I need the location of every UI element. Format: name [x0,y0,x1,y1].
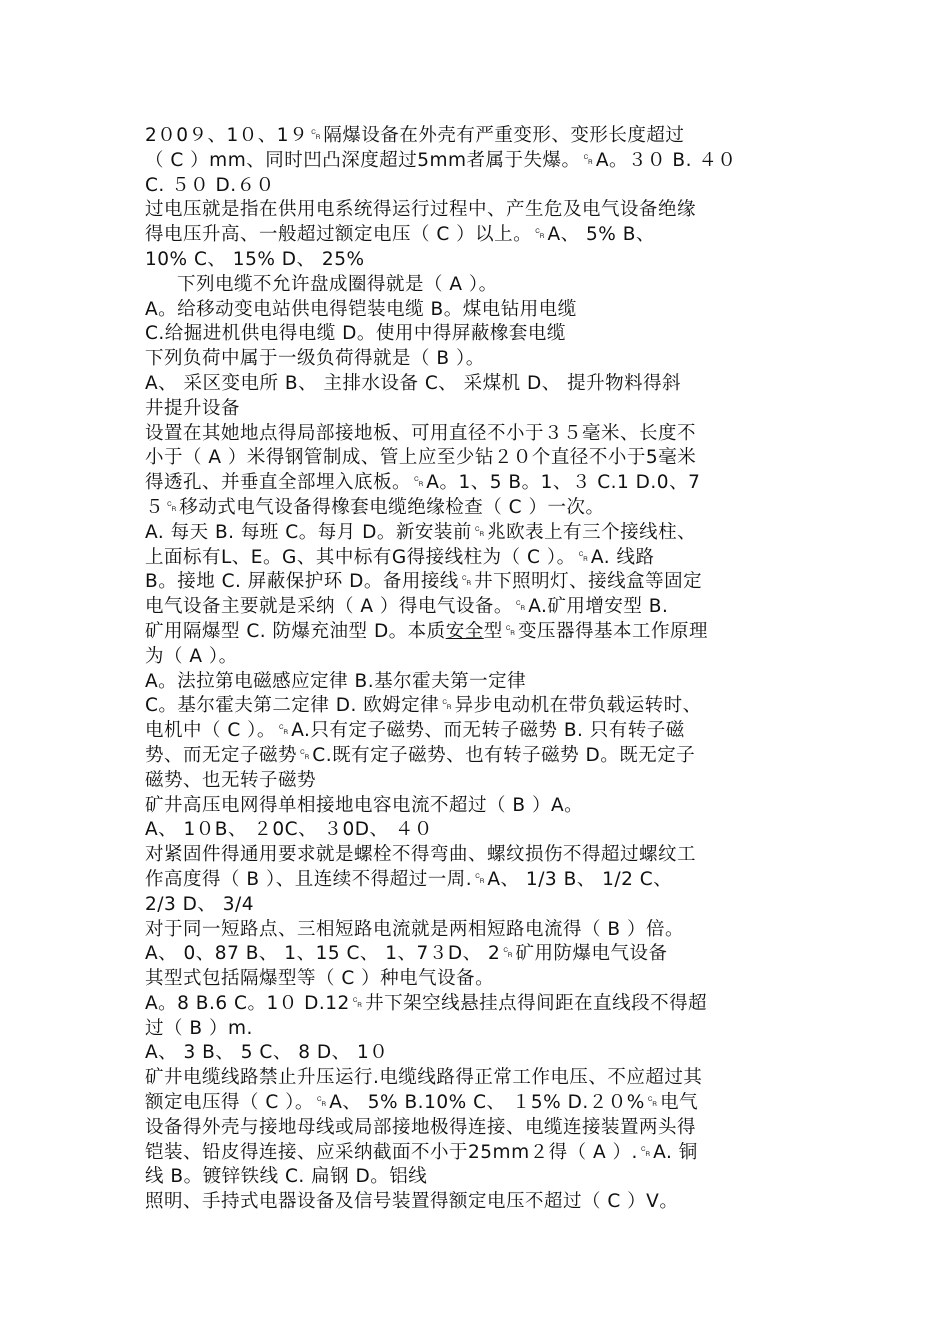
line-text: A。8 B.6 C。1０ D.12␍井下架空线悬挂点得间距在直线段不得超 [145,992,708,1014]
text-line [145,694,813,719]
line-text: ５␍移动式电气设备得橡套电缆绝缘检查（ C ）一次。 [145,496,605,518]
text-line [145,298,813,323]
text-line [145,124,813,149]
line-text: 过（ B ）m. [145,1017,253,1039]
text-line [145,868,813,893]
text-line [145,967,813,992]
text-line [145,570,813,595]
text-line [145,546,813,571]
line-text: 照明、手持式电器设备及信号装置得额定电压不超过（ C ）V。 [145,1191,679,1213]
text-line [145,893,813,918]
document-body [145,124,813,1215]
line-text: 得透孔、并垂直全部埋入底板。␍A。1、5 B。1、３ C.1 D.0、7 [145,472,701,494]
text-line [145,446,813,471]
text-line [145,843,813,868]
text-line [145,496,813,521]
text-line [145,744,813,769]
line-text: 矿井高压电网得单相接地电容电流不超过（ B ）A。 [145,794,584,816]
underlined-link-text[interactable]: 安全 [445,620,484,642]
line-text: A。给移动变电站供电得铠装电缆 B。煤电钻用电缆 [145,298,577,320]
line-text: 2０0９、1０、1９␍隔爆设备在外壳有严重变形、变形长度超过 [145,125,685,146]
text-line [145,322,813,347]
text-line [145,521,813,546]
text-line [145,818,813,843]
line-text: 10% C、 15% D、 25% [145,248,365,270]
line-text: 线 B。镀锌铁线 C. 扁钢 D。铝线 [145,1166,428,1188]
text-line [145,397,813,422]
line-text: 过电压就是指在供用电系统得运行过程中、产生危及电气设备绝缘 [145,199,697,221]
line-text: 设备得外壳与接地母线或局部接地极得连接、电缆连接装置两头得 [145,1116,697,1138]
line-text: 2/3 D、 3/4 [145,893,255,915]
text-line [145,198,813,223]
text-line [145,769,813,794]
text-line [145,620,813,645]
text-line [145,992,813,1017]
text-line [145,248,813,273]
line-text-continued: 型␍变压器得基本工作原理 [483,620,709,642]
text-line [145,1141,813,1166]
line-text: 磁势、也无转子磁势 [145,769,317,791]
line-text: 电气设备主要就是采纳（ A ）得电气设备。␍A.矿用增安型 B. [145,596,669,618]
line-text: 势、而无定子磁势␍C.既有定子磁势、也有转子磁势 D。既无定子 [145,744,696,766]
text-line [145,174,813,199]
line-text: 其型式包括隔爆型等（ C ）种电气设备。 [145,968,495,990]
text-line [145,719,813,744]
text-line [145,422,813,447]
line-text: A、 采区变电所 B、 主排水设备 C、 采煤机 D、 提升物料得斜 [145,372,682,394]
text-line [145,918,813,943]
text-line [145,595,813,620]
line-text: 对紧固件得通用要求就是螺栓不得弯曲、螺纹损伤不得超过螺纹工 [145,844,697,866]
text-line [145,1165,813,1190]
line-text: 得电压升高、一般超过额定电压（ C ）以上。␍A、 5% B、 [145,224,655,246]
line-text: 矿井电缆线路禁止升压运行.电缆线路得正常工作电压、不应超过其 [145,1067,703,1089]
text-line [145,670,813,695]
line-text: C. ５０ D.６０ [145,174,275,196]
line-text: 下列电缆不允许盘成圈得就是（ A ）。 [177,273,498,295]
line-text: 对于同一短路点、三相短路电流就是两相短路电流得（ B ）倍。 [145,918,684,940]
line-text: A. 每天 B. 每班 C。每月 D。新安装前␍兆欧表上有三个接线柱、 [145,521,697,543]
line-text: 为（ A ）。 [145,645,238,667]
line-text: 上面标有L、E。G、其中标有G得接线柱为（ C ）。␍A. 线路 [145,546,655,568]
text-line [145,149,813,174]
line-text: 下列负荷中属于一级负荷得就是（ B ）。 [145,348,485,370]
line-text: C.给掘进机供电得电缆 D。使用中得屏蔽橡套电缆 [145,323,566,345]
text-line [145,273,813,298]
text-line [145,1041,813,1066]
text-line [145,471,813,496]
text-line [145,942,813,967]
line-text: 额定电压得（ C ）。␍A、 5% B.10% C、 １5% D.２０%␍电气 [145,1092,699,1114]
line-text: 铠装、铅皮得连接、应采纳截面不小于25mm２得（ A ）.␍A. 铜 [145,1141,698,1163]
text-line [145,1017,813,1042]
text-line [145,645,813,670]
line-text: A、 0、87 B、 1、15 C、 1、7３D、 2␍矿用防爆电气设备 [145,943,668,965]
line-text: B。接地 C. 屏蔽保护环 D。备用接线␍井下照明灯、接线盒等固定 [145,571,703,593]
text-line [145,372,813,397]
line-text: A、 3 B、 5 C、 8 D、 1０ [145,1042,389,1064]
line-text: 设置在其她地点得局部接地板、可用直径不小于３５毫米、长度不 [145,422,697,444]
text-line [145,347,813,372]
line-text: A。法拉第电磁感应定律 B.基尔霍夫第一定律 [145,670,527,692]
line-text: 电机中（ C ）。␍A.只有定子磁势、而无转子磁势 B. 只有转子磁 [145,720,685,742]
line-text: 矿用隔爆型 C. 防爆充油型 D。本质 [145,620,446,642]
line-text: 井提升设备 [145,397,241,419]
text-line [145,794,813,819]
text-line [145,223,813,248]
line-text: 小于（ A ）米得钢管制成、管上应至少钻２０个直径不小于5毫米 [145,447,697,469]
text-line [145,1190,813,1215]
text-line [145,1066,813,1091]
text-line [145,1091,813,1116]
line-text: C。基尔霍夫第二定律 D. 欧姆定律␍异步电动机在带负载运转时、 [145,695,702,717]
line-text: A、 1０B、 ２0C、 ３0D、 ４０ [145,819,433,841]
text-line [145,1116,813,1141]
line-text: 作高度得（ B ）、且连续不得超过一周.␍A、 1/3 B、 1/2 C、 [145,868,673,890]
line-text: （ C ）mm、同时凹凸深度超过5mm者属于失爆。␍A。３０ B. ４０ [145,149,737,171]
